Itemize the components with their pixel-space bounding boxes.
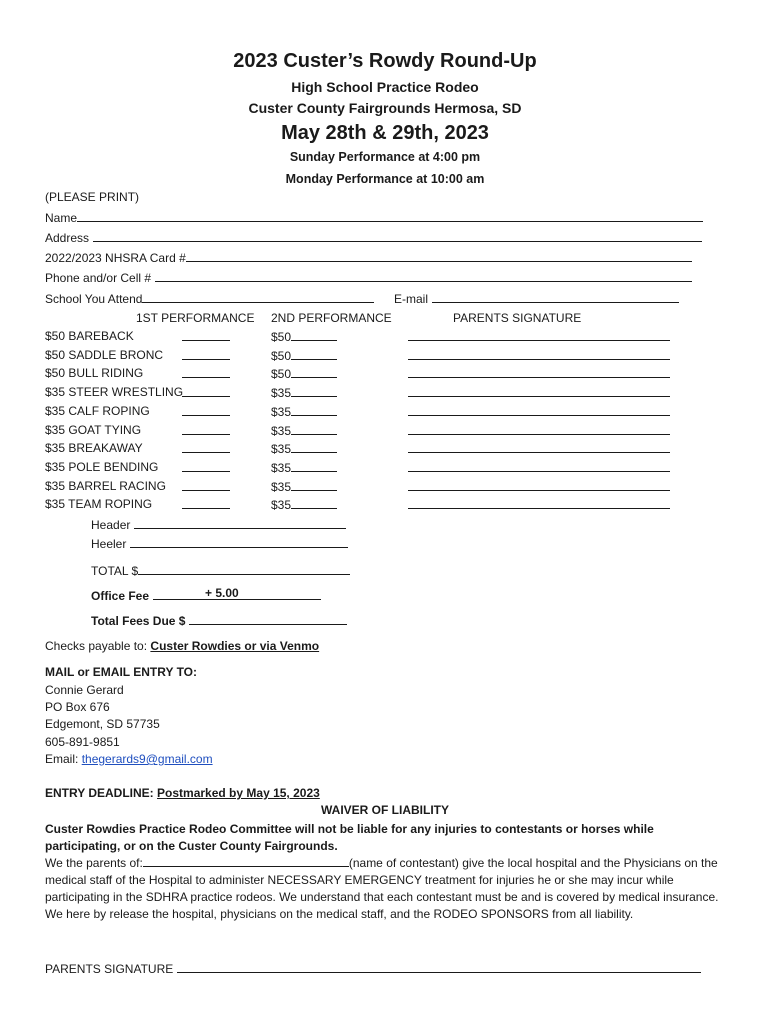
first-performance-field[interactable] bbox=[182, 404, 230, 416]
total-fees-row bbox=[91, 613, 347, 628]
second-performance-entry bbox=[271, 423, 337, 438]
deadline-value: Postmarked by May 15, 2023 bbox=[157, 786, 320, 800]
phone-row bbox=[45, 270, 692, 285]
second-performance-price: $35 bbox=[271, 498, 292, 512]
waiver-signature-label: PARENTS SIGNATURE bbox=[45, 962, 174, 976]
mail-heading: MAIL or EMAIL ENTRY TO: bbox=[45, 665, 198, 679]
first-performance-field[interactable] bbox=[182, 329, 230, 341]
sunday-performance: Sunday Performance at 4:00 pm bbox=[289, 150, 481, 164]
second-performance-price: $50 bbox=[271, 330, 292, 344]
office-fee-line bbox=[153, 587, 321, 600]
waiver-body: (name of contestant) give the local hospital and the Physicians on the medical staff of the Hospital to administer NECESSARY EMERGENCY treatment for injuries he or she may incur while participating in the SDHRA practice rodeos. We understand that each contestant must be and is covered by medical insurance. We here by release the hospital, physicians on the medical staff, and the RODEO SPONSORS from all liability. bbox=[45, 856, 719, 921]
parents-signature-field[interactable] bbox=[408, 404, 670, 416]
waiver-signature-field[interactable] bbox=[177, 961, 701, 973]
checks-payee: Custer Rowdies or via Venmo bbox=[150, 639, 320, 653]
mail-email-row bbox=[45, 752, 213, 766]
first-performance-field[interactable] bbox=[182, 460, 230, 472]
second-performance-price: $50 bbox=[271, 349, 292, 363]
office-fee-value: + 5.00 bbox=[205, 586, 239, 600]
card-row bbox=[45, 250, 692, 265]
second-performance-field[interactable] bbox=[291, 441, 337, 453]
second-performance-field[interactable] bbox=[291, 385, 337, 397]
monday-performance: Monday Performance at 10:00 am bbox=[285, 172, 485, 186]
event-dates: May 28th & 29th, 2023 bbox=[281, 122, 489, 144]
event-name: $50 SADDLE BRONC bbox=[45, 348, 164, 362]
subtitle-location: Custer County Fairgrounds Hermosa, SD bbox=[248, 100, 522, 116]
first-performance-field[interactable] bbox=[182, 423, 230, 435]
second-performance-field[interactable] bbox=[291, 348, 337, 360]
second-performance-price: $35 bbox=[271, 461, 292, 475]
contestant-name-field[interactable] bbox=[143, 855, 349, 867]
second-performance-entry bbox=[271, 385, 337, 400]
total-fees-label: Total Fees Due $ bbox=[91, 614, 186, 628]
second-performance-field[interactable] bbox=[291, 479, 337, 491]
event-name: $50 BULL RIDING bbox=[45, 366, 144, 380]
name-label: Name bbox=[45, 211, 78, 225]
mail-contact-name: Connie Gerard bbox=[45, 683, 124, 697]
school-row bbox=[45, 291, 374, 306]
first-performance-field[interactable] bbox=[182, 366, 230, 378]
waiver-title: WAIVER OF LIABILITY bbox=[321, 803, 449, 817]
parents-signature-field[interactable] bbox=[408, 348, 670, 360]
card-label: 2022/2023 NHSRA Card # bbox=[45, 251, 186, 265]
second-performance-field[interactable] bbox=[291, 366, 337, 378]
events-list bbox=[0, 329, 770, 519]
parents-signature-field[interactable] bbox=[408, 385, 670, 397]
heeler-field[interactable] bbox=[130, 536, 348, 548]
total-fees-field[interactable] bbox=[189, 613, 347, 625]
second-performance-entry bbox=[271, 404, 337, 419]
header-field[interactable] bbox=[134, 517, 346, 529]
second-performance-price: $35 bbox=[271, 405, 292, 419]
second-performance-price: $35 bbox=[271, 424, 292, 438]
phone-field[interactable] bbox=[155, 270, 692, 282]
second-performance-price: $50 bbox=[271, 367, 292, 381]
event-name: $35 BARREL RACING bbox=[45, 479, 166, 493]
event-name: $35 CALF ROPING bbox=[45, 404, 150, 418]
waiver-parents-of: We the parents of: bbox=[45, 856, 143, 870]
second-performance-field[interactable] bbox=[291, 423, 337, 435]
parents-signature-field[interactable] bbox=[408, 460, 670, 472]
first-performance-field[interactable] bbox=[182, 348, 230, 360]
waiver-paragraph bbox=[45, 855, 725, 923]
office-fee-row bbox=[91, 587, 321, 603]
waiver-signature-row bbox=[45, 961, 701, 976]
second-performance-entry bbox=[271, 497, 337, 512]
event-name: $50 BAREBACK bbox=[45, 329, 134, 343]
waiver-committee-statement: Custer Rowdies Practice Rodeo Committee will not be liable for any injuries to contestants or horses while participating, or on the Custer County Fairgrounds. bbox=[45, 822, 654, 853]
second-performance-field[interactable] bbox=[291, 404, 337, 416]
total-row bbox=[91, 563, 350, 578]
second-performance-field[interactable] bbox=[291, 460, 337, 472]
name-row bbox=[45, 210, 703, 225]
please-print-note: (PLEASE PRINT) bbox=[45, 190, 140, 204]
school-field[interactable] bbox=[142, 291, 374, 303]
parents-signature-field[interactable] bbox=[408, 329, 670, 341]
checks-label: Checks payable to: bbox=[45, 639, 148, 653]
header-row bbox=[91, 517, 346, 532]
event-name: $35 STEER WRESTLING bbox=[45, 385, 184, 399]
first-performance-field[interactable] bbox=[182, 385, 230, 397]
email-label: E-mail bbox=[394, 292, 429, 306]
address-row bbox=[45, 230, 702, 245]
name-field[interactable] bbox=[77, 210, 703, 222]
parents-signature-field[interactable] bbox=[408, 479, 670, 491]
address-label: Address bbox=[45, 231, 90, 245]
form-title: 2023 Custer’s Rowdy Round-Up bbox=[233, 50, 537, 72]
parents-signature-field[interactable] bbox=[408, 423, 670, 435]
second-performance-price: $35 bbox=[271, 386, 292, 400]
email-field[interactable] bbox=[432, 291, 679, 303]
second-performance-entry bbox=[271, 479, 337, 494]
second-performance-entry bbox=[271, 460, 337, 475]
total-field[interactable] bbox=[138, 563, 350, 575]
deadline-label: ENTRY DEADLINE: bbox=[45, 786, 154, 800]
first-performance-field[interactable] bbox=[182, 479, 230, 491]
second-performance-header: 2ND PERFORMANCE bbox=[271, 311, 392, 325]
parents-signature-header: PARENTS SIGNATURE bbox=[453, 311, 582, 325]
heeler-label: Heeler bbox=[91, 537, 127, 551]
phone-label: Phone and/or Cell # bbox=[45, 271, 152, 285]
second-performance-entry bbox=[271, 441, 337, 456]
second-performance-price: $35 bbox=[271, 480, 292, 494]
office-fee-label: Office Fee bbox=[91, 589, 150, 603]
first-performance-field[interactable] bbox=[182, 441, 230, 453]
parents-signature-field[interactable] bbox=[408, 441, 670, 453]
parents-signature-field[interactable] bbox=[408, 497, 670, 509]
first-performance-header: 1ST PERFORMANCE bbox=[136, 311, 255, 325]
checks-payable bbox=[45, 639, 319, 653]
event-name: $35 TEAM ROPING bbox=[45, 497, 153, 511]
second-performance-field[interactable] bbox=[291, 329, 337, 341]
parents-signature-field[interactable] bbox=[408, 366, 670, 378]
mail-po-box: PO Box 676 bbox=[45, 700, 110, 714]
mail-city: Edgemont, SD 57735 bbox=[45, 717, 160, 731]
second-performance-entry bbox=[271, 366, 337, 381]
mail-email-label: Email: bbox=[45, 752, 79, 766]
email-row bbox=[394, 291, 679, 306]
heeler-row bbox=[91, 536, 348, 551]
mail-email-link[interactable]: thegerards9@gmail.com bbox=[81, 752, 213, 766]
school-label: School You Attend bbox=[45, 292, 143, 306]
second-performance-entry bbox=[271, 329, 337, 344]
event-name: $35 POLE BENDING bbox=[45, 460, 159, 474]
header-label: Header bbox=[91, 518, 131, 532]
entry-deadline bbox=[45, 786, 320, 800]
card-number-field[interactable] bbox=[186, 250, 692, 262]
subtitle-rodeo: High School Practice Rodeo bbox=[291, 79, 479, 95]
second-performance-entry bbox=[271, 348, 337, 363]
address-field[interactable] bbox=[93, 230, 702, 242]
event-name: $35 BREAKAWAY bbox=[45, 441, 143, 455]
first-performance-field[interactable] bbox=[182, 497, 230, 509]
mail-phone: 605-891-9851 bbox=[45, 735, 120, 749]
event-name: $35 GOAT TYING bbox=[45, 423, 142, 437]
second-performance-field[interactable] bbox=[291, 497, 337, 509]
second-performance-price: $35 bbox=[271, 442, 292, 456]
total-label: TOTAL $ bbox=[91, 564, 139, 578]
